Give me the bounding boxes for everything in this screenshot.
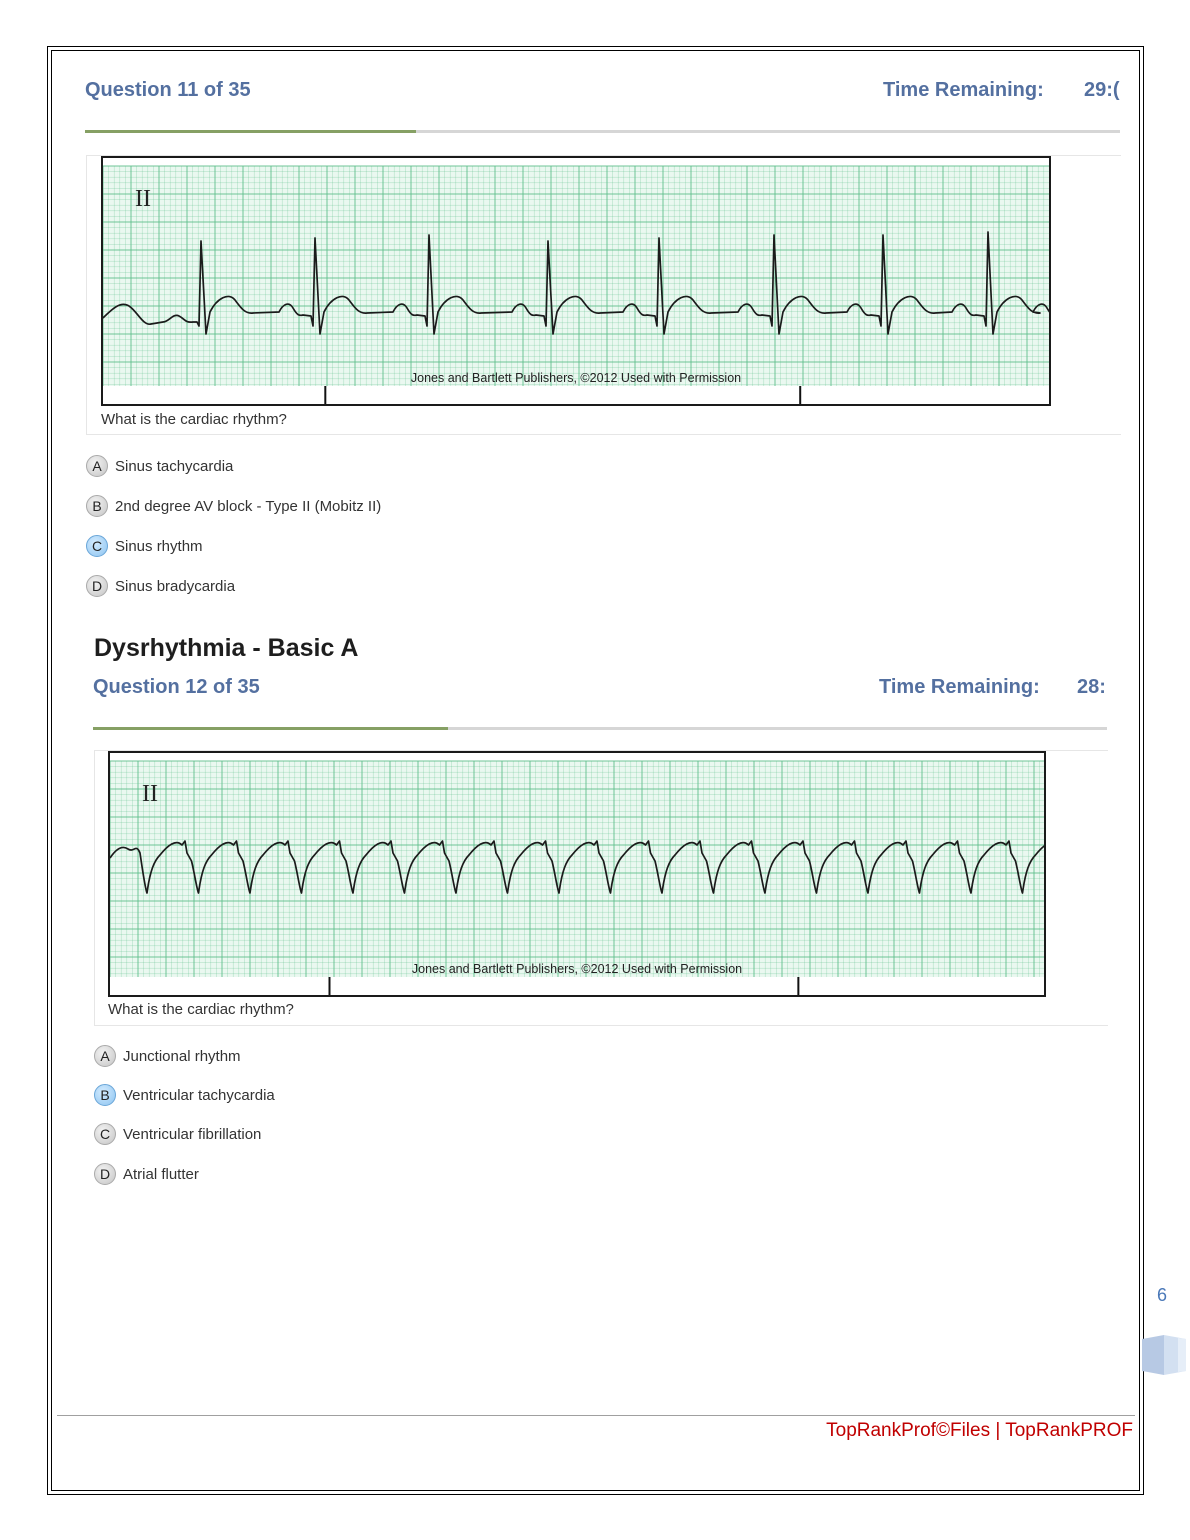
option-letter-badge: C: [94, 1123, 116, 1145]
option-letter-badge: D: [94, 1163, 116, 1185]
progress-bar-fill: [93, 727, 448, 730]
option-label: Sinus tachycardia: [115, 457, 234, 475]
time-remaining-value: 29:(: [1084, 79, 1120, 101]
ecg-credit-text: Jones and Bartlett Publishers, ©2012 Used with Permission: [411, 962, 743, 976]
answer-option-a[interactable]: [94, 1044, 241, 1068]
answer-option-a[interactable]: [86, 454, 233, 478]
ecg-credit-text: Jones and Bartlett Publishers, ©2012 Used with Permission: [410, 371, 742, 385]
question-header: [93, 676, 1107, 706]
section-title: Dysrhythmia - Basic A: [94, 634, 359, 662]
ecg-strip: [101, 156, 1051, 406]
option-letter-badge-selected: C: [86, 535, 108, 557]
time-remaining-label: Time Remaining:: [883, 79, 1044, 101]
option-letter-badge: D: [86, 575, 108, 597]
footer-divider: [57, 1415, 1135, 1416]
option-letter-badge-selected: B: [94, 1084, 116, 1106]
answer-option-c[interactable]: [86, 534, 203, 558]
ecg-strip-graphic: [103, 158, 1049, 404]
ecg-lead-label: II: [142, 781, 158, 807]
progress-bar: [93, 727, 1107, 730]
option-label: Junctional rhythm: [123, 1047, 241, 1065]
answer-option-b[interactable]: [86, 494, 381, 518]
answer-option-d[interactable]: [86, 574, 235, 598]
option-label: Atrial flutter: [123, 1165, 199, 1183]
ecg-grid-paper: [103, 166, 1049, 386]
time-remaining-label: Time Remaining:: [879, 676, 1040, 698]
question-counter: Question 12 of 35: [93, 676, 260, 698]
answer-option-b[interactable]: [94, 1083, 275, 1107]
question-prompt: What is the cardiac rhythm?: [101, 411, 287, 428]
ecg-strip: [108, 751, 1046, 997]
option-letter-badge: A: [86, 455, 108, 477]
option-letter-badge: A: [94, 1045, 116, 1067]
footer-text: TopRankProf©Files | TopRankPROF: [826, 1420, 1133, 1441]
ecg-strip-margin: [110, 977, 1044, 995]
question-card: [94, 750, 1108, 1026]
page-number: 6: [1157, 1285, 1168, 1305]
progress-bar: [85, 130, 1120, 133]
time-remaining-value: 28:: [1077, 676, 1106, 698]
question-counter: Question 11 of 35: [85, 79, 251, 101]
page-corner-tab-icon: [1142, 1333, 1186, 1382]
question-header: [85, 79, 1120, 109]
answer-option-d[interactable]: [94, 1162, 199, 1186]
option-label: Sinus rhythm: [115, 537, 203, 555]
option-label: Ventricular tachycardia: [123, 1086, 275, 1104]
ecg-strip-margin: [103, 386, 1049, 404]
ecg-strip-graphic: [110, 753, 1044, 995]
option-letter-badge: B: [86, 495, 108, 517]
option-label: Sinus bradycardia: [115, 577, 236, 595]
option-label: 2nd degree AV block - Type II (Mobitz II): [115, 497, 382, 515]
ecg-lead-label: II: [135, 186, 151, 212]
answer-option-c[interactable]: [94, 1122, 261, 1146]
question-card: [86, 155, 1121, 435]
option-label: Ventricular fibrillation: [123, 1125, 262, 1143]
progress-bar-fill: [85, 130, 416, 133]
question-prompt: What is the cardiac rhythm?: [108, 1001, 294, 1018]
